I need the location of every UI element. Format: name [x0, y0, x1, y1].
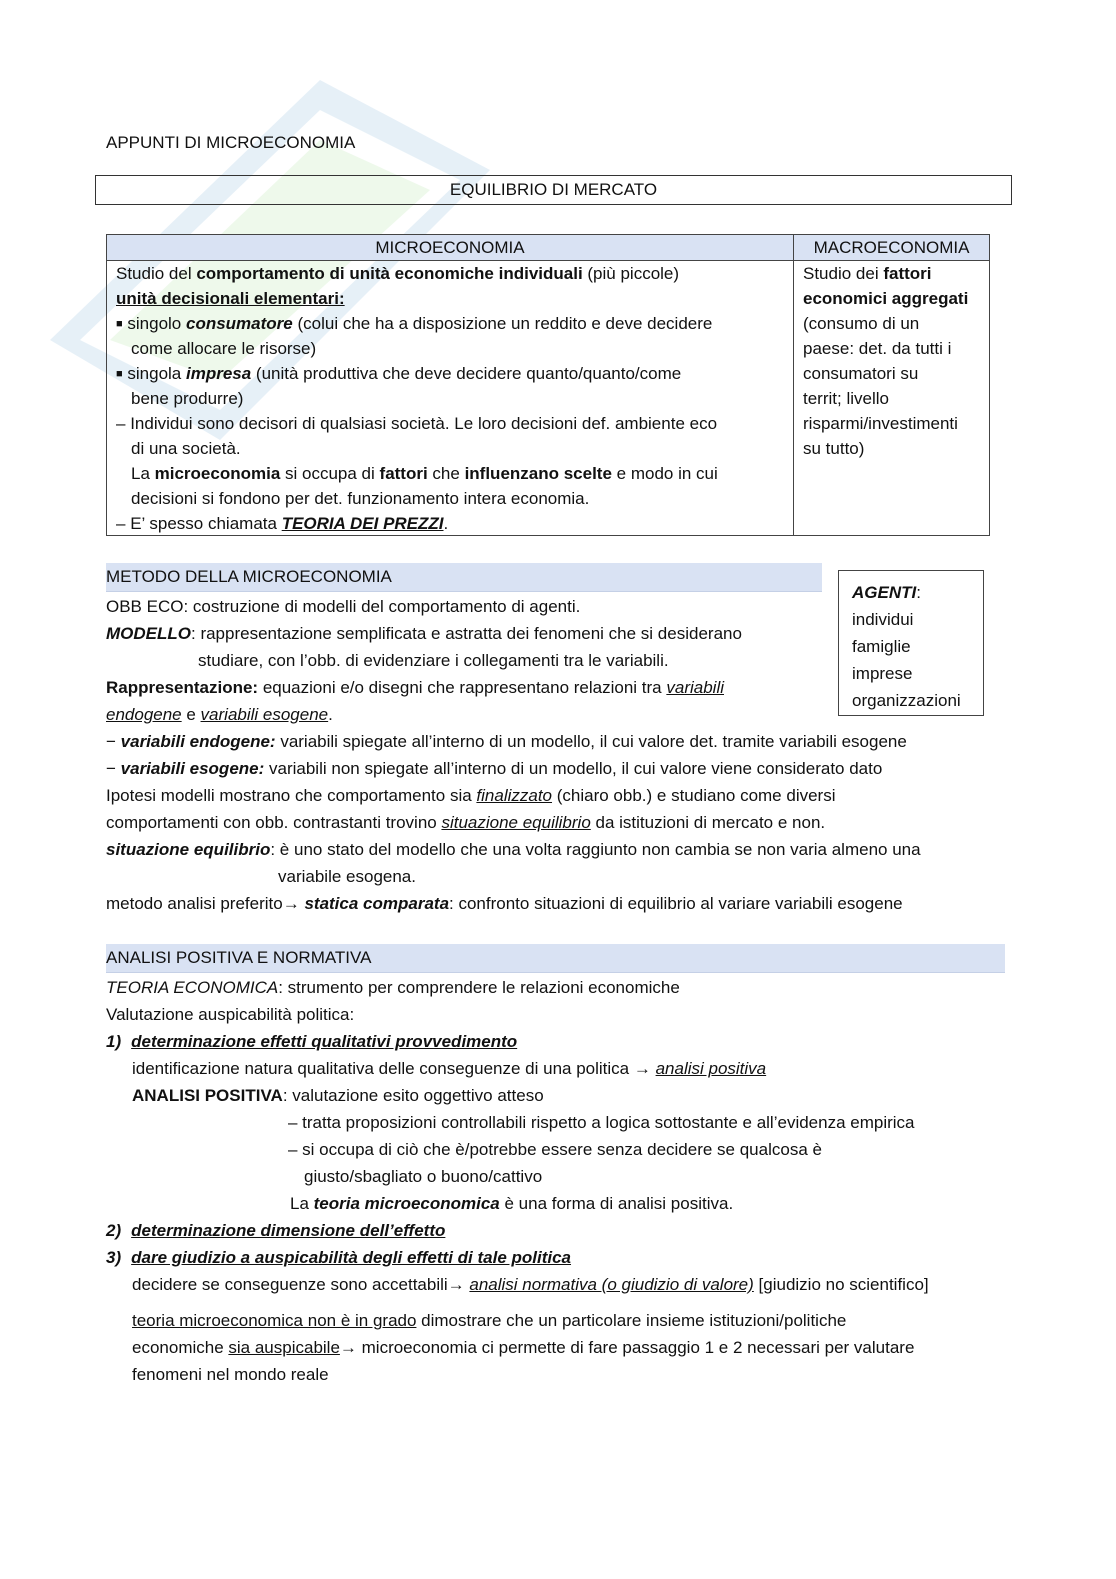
text-line: TEORIA ECONOMICA: strumento per comprendere le relazioni economiche: [106, 978, 680, 997]
text-line: La teoria microeconomica è una forma di analisi positiva.: [290, 1194, 734, 1213]
macro-row: (consumo di un: [803, 314, 920, 333]
agent-item: organizzazioni: [852, 691, 961, 710]
agent-item: famiglie: [852, 637, 911, 656]
text-line: Valutazione auspicabilità politica:: [106, 1005, 355, 1024]
macro-row: paese: det. da tutti i: [803, 339, 952, 358]
agents-title: AGENTI:: [852, 583, 921, 602]
dash-bullet-icon: –: [116, 514, 131, 533]
macro-row: Studio dei fattori: [803, 264, 932, 283]
agent-item: imprese: [852, 664, 913, 683]
macro-row: su tutto): [803, 439, 865, 458]
dash-bullet-icon: −: [106, 759, 121, 778]
numbered-item: 1) determinazione effetti qualitativi provvedimento: [106, 1032, 518, 1051]
section-banner: EQUILIBRIO DI MERCATO: [95, 175, 1012, 205]
text-line: metodo analisi preferito→ statica comparata: confronto situazioni di equilibrio al variare variabili esogene: [106, 894, 903, 913]
micro-row: La microeconomia si occupa di fattori che influenzano scelte e modo in cui: [131, 464, 718, 483]
text-line: Ipotesi modelli mostrano che comportamento sia finalizzato (chiaro obb.) e studiano come diversi: [106, 786, 836, 805]
text-line: endogene e variabili esogene.: [106, 705, 333, 724]
agents-box: [838, 570, 984, 716]
numbered-item: 2) determinazione dimensione dell’effetto: [106, 1221, 446, 1240]
section-heading-analisi: ANALISI POSITIVA E NORMATIVA: [106, 944, 1005, 973]
text-line: OBB ECO: costruzione di modelli del comportamento di agenti.: [106, 597, 581, 616]
macro-header: MACROECONOMIA: [794, 235, 989, 261]
text-line: studiare, con l’obb. di evidenziare i collegamenti tra le variabili.: [198, 651, 669, 670]
bullet-square-icon: ■: [116, 318, 123, 330]
text-line: variabile esogena.: [278, 867, 416, 886]
text-line: identificazione natura qualitativa delle conseguenze di una politica → analisi positiva: [132, 1059, 767, 1078]
dash-bullet-icon: −: [106, 732, 121, 751]
text-line: – si occupa di ciò che è/potrebbe essere senza decidere se qualcosa è: [288, 1140, 822, 1159]
micro-header: MICROECONOMIA: [107, 235, 794, 261]
macro-row: economici aggregati: [803, 289, 969, 308]
text-line: situazione equilibrio: è uno stato del modello che una volta raggiunto non cambia se non varia almeno una: [106, 840, 921, 859]
document-title: APPUNTI DI MICROECONOMIA: [106, 133, 356, 152]
macro-row: risparmi/investimenti: [803, 414, 958, 433]
text-line: teoria microeconomica non è in grado dimostrare che un particolare insieme istituzioni/politiche: [132, 1311, 847, 1330]
numbered-item: 3) dare giudizio a auspicabilità degli effetti di tale politica: [106, 1248, 572, 1267]
section-heading-metodo: METODO DELLA MICROECONOMIA: [106, 563, 822, 592]
micro-row: ■ singola impresa (unità produttiva che deve decidere quanto/quanto/come: [116, 364, 682, 383]
text-line: economiche sia auspicabile→ microeconomia ci permette di fare passaggio 1 e 2 necessari per valutare: [132, 1338, 915, 1357]
macro-row: territ; livello: [803, 389, 889, 408]
arrow-right-icon: →: [282, 894, 305, 913]
text-line: − variabili endogene: variabili spiegate all’interno di un modello, il cui valore det. tramite variabili esogene: [106, 732, 907, 751]
text-line: ANALISI POSITIVA: valutazione esito oggettivo atteso: [132, 1086, 544, 1105]
text-line: – tratta proposizioni controllabili rispetto a logica sottostante e all’evidenza empirica: [288, 1113, 915, 1132]
text-line: MODELLO: rappresentazione semplificata e astratta dei fenomeni che si desiderano: [106, 624, 742, 643]
micro-row: – E’ spesso chiamata TEORIA DEI PREZZI.: [116, 514, 449, 533]
text-line: giusto/sbagliato o buono/cattivo: [304, 1167, 543, 1186]
micro-row: unità decisionali elementari:: [116, 289, 345, 308]
micro-row: – Individui sono decisori di qualsiasi società. Le loro decisioni def. ambiente eco: [116, 414, 718, 433]
text-line: fenomeni nel mondo reale: [132, 1365, 329, 1384]
micro-row: bene produrre): [131, 389, 244, 408]
micro-row: Studio del comportamento di unità economiche individuali (più piccole): [116, 264, 680, 283]
micro-row: come allocare le risorse): [131, 339, 317, 358]
macro-row: consumatori su: [803, 364, 919, 383]
dash-bullet-icon: –: [116, 414, 131, 433]
text-line: comportamenti con obb. contrastanti trovino situazione equilibrio da istituzioni di mercato e non.: [106, 813, 826, 832]
micro-row: decisioni si fondono per det. funzionamento intera economia.: [131, 489, 590, 508]
text-line: decidere se conseguenze sono accettabili→ analisi normativa (o giudizio di valore) [giudizio no scientifico]: [132, 1275, 929, 1294]
micro-row: ■ singolo consumatore (colui che ha a disposizione un reddito e deve decidere: [116, 314, 713, 333]
column-divider: [793, 235, 794, 535]
agent-item: individui: [852, 610, 914, 629]
text-line: − variabili esogene: variabili non spiegate all’interno di un modello, il cui valore viene considerato dato: [106, 759, 883, 778]
bullet-square-icon: ■: [116, 368, 123, 380]
micro-macro-table: [106, 234, 990, 536]
micro-row: di una società.: [131, 439, 241, 458]
text-line: Rappresentazione: equazioni e/o disegni che rappresentano relazioni tra variabili: [106, 678, 724, 697]
